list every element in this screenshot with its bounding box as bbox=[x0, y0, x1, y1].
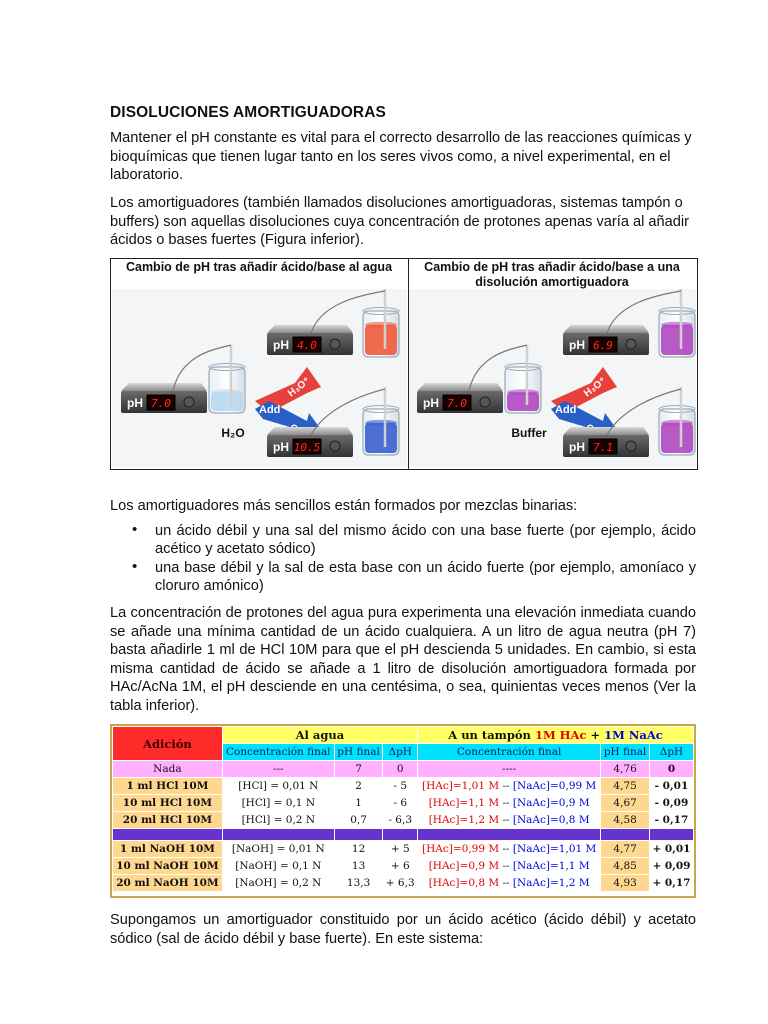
row-water-ph: 7 bbox=[335, 761, 383, 777]
row-buffer-dph: + 0,01 bbox=[650, 841, 693, 857]
figure-caption-buffer: Cambio de pH tras añadir ácido/base a una disolución amortiguadora bbox=[424, 260, 680, 289]
binary-mixtures-list bbox=[110, 522, 696, 596]
beaker-liquid-surface bbox=[211, 389, 243, 395]
row-buffer-dph: 0 bbox=[650, 761, 693, 777]
buffer-conc-hac: [HAc]=1,1 M bbox=[428, 797, 500, 809]
buffer-conc-sep: -- bbox=[499, 877, 513, 889]
meter-acid bbox=[563, 325, 649, 355]
header-water-ph: pH final bbox=[335, 744, 383, 760]
row-buffer-ph: 4,93 bbox=[601, 875, 649, 891]
row-buffer-dph: - 0,01 bbox=[650, 778, 693, 794]
add-label: Add bbox=[555, 404, 577, 416]
row-buffer-conc bbox=[418, 841, 600, 857]
meter-label: pH bbox=[127, 396, 143, 410]
meter-label: pH bbox=[423, 396, 439, 410]
header-buffer-naac: 1M NaAc bbox=[604, 728, 663, 742]
header-water-conc: Concentración final bbox=[223, 744, 334, 760]
buffer-conc-sep: -- bbox=[499, 780, 513, 792]
row-buffer-conc bbox=[418, 875, 600, 891]
table-row bbox=[113, 841, 693, 857]
header-water-dph: ΔpH bbox=[383, 744, 417, 760]
buffer-conc-sep: -- bbox=[499, 860, 513, 872]
row-water-conc: --- bbox=[223, 761, 334, 777]
row-buffer-ph: 4,77 bbox=[601, 841, 649, 857]
row-water-dph: - 6 bbox=[383, 795, 417, 811]
buffer-comparison-table bbox=[110, 724, 696, 898]
header-buffer-group bbox=[418, 727, 693, 743]
meter-reading: 10.5 bbox=[293, 441, 321, 454]
row-addition: Nada bbox=[113, 761, 222, 777]
separator-cell bbox=[418, 829, 600, 840]
buffer-conc-sep: -- bbox=[499, 843, 513, 855]
row-water-ph: 1 bbox=[335, 795, 383, 811]
figure-caption-water: Cambio de pH tras añadir ácido/base al agua bbox=[125, 260, 393, 274]
row-water-dph: + 6 bbox=[383, 858, 417, 874]
row-buffer-conc bbox=[418, 778, 600, 794]
buffer-conc-sep: -- bbox=[499, 814, 513, 826]
beaker-liquid bbox=[661, 423, 693, 453]
separator-cell bbox=[223, 829, 334, 840]
meter-reading: 7.0 bbox=[447, 397, 467, 410]
beaker-liquid bbox=[365, 423, 397, 453]
meter-top bbox=[121, 383, 207, 391]
meter-knob bbox=[626, 339, 636, 349]
row-water-ph: 13 bbox=[335, 858, 383, 874]
beaker-liquid bbox=[661, 325, 693, 355]
start-label: Buffer bbox=[511, 426, 547, 440]
list-item: • un ácido débil y una sal del mismo ácido con una base fuerte (por ejemplo, ácido acético y acetato sódico) bbox=[110, 522, 696, 559]
header-buffer-plus: + bbox=[586, 728, 605, 742]
table-row bbox=[113, 812, 693, 828]
meter-start bbox=[121, 383, 207, 413]
beaker-liquid-surface bbox=[507, 389, 539, 395]
separator-cell bbox=[650, 829, 693, 840]
row-water-conc: [NaOH] = 0,01 N bbox=[223, 841, 334, 857]
buffer-conc-naac: [NaAc]=0,8 M bbox=[512, 814, 590, 826]
buffer-conc-sep: -- bbox=[499, 797, 513, 809]
row-addition: 1 ml HCl 10M bbox=[113, 778, 222, 794]
meter-label: pH bbox=[273, 440, 289, 454]
row-water-conc: [NaOH] = 0,1 N bbox=[223, 858, 334, 874]
meter-top bbox=[267, 427, 353, 435]
meter-top bbox=[563, 325, 649, 333]
row-buffer-dph: + 0,09 bbox=[650, 858, 693, 874]
meter-knob bbox=[480, 397, 490, 407]
paragraph-acetic-example: Supongamos un amortiguador constituido por un ácido acético (ácido débil) y acetato sódico (sal de ácido débil y base fuerte). En este sistema: bbox=[110, 912, 696, 947]
separator-cell bbox=[335, 829, 383, 840]
header-buffer-hac: 1M HAc bbox=[534, 728, 587, 742]
beaker-liquid-surface bbox=[661, 322, 693, 328]
row-addition: 1 ml NaOH 10M bbox=[113, 841, 222, 857]
row-water-conc: [HCl] = 0,1 N bbox=[223, 795, 334, 811]
meter-label: pH bbox=[569, 338, 585, 352]
separator-cell bbox=[113, 829, 222, 840]
header-addition: Adición bbox=[113, 727, 222, 760]
buffer-conc-hac: [HAc]=1,2 M bbox=[428, 814, 500, 826]
page-title: DISOLUCIONES AMORTIGUADORAS bbox=[110, 104, 386, 121]
beaker-liquid bbox=[365, 325, 397, 355]
buffer-conc-naac: [NaAc]=1,1 M bbox=[512, 860, 590, 872]
row-water-dph: - 5 bbox=[383, 778, 417, 794]
meter-knob bbox=[184, 397, 194, 407]
row-buffer-dph: - 0,09 bbox=[650, 795, 693, 811]
meter-label: pH bbox=[273, 338, 289, 352]
buffer-conc-naac: [NaAc]=1,2 M bbox=[512, 877, 590, 889]
meter-knob bbox=[330, 339, 340, 349]
meter-reading: 7.1 bbox=[593, 441, 613, 454]
row-addition: 10 ml NaOH 10M bbox=[113, 858, 222, 874]
row-buffer-conc bbox=[418, 858, 600, 874]
buffer-conc-naac: [NaAc]=0,99 M bbox=[512, 780, 597, 792]
row-buffer-ph: 4,85 bbox=[601, 858, 649, 874]
buffer-conc-hac: [HAc]=0,99 M bbox=[422, 843, 500, 855]
acid-label: H₃O⁺ bbox=[582, 375, 609, 400]
table-separator-row bbox=[113, 829, 693, 840]
row-addition: 10 ml HCl 10M bbox=[113, 795, 222, 811]
beaker-liquid-surface bbox=[661, 420, 693, 426]
row-buffer-dph: + 0,17 bbox=[650, 875, 693, 891]
row-buffer-ph: 4,75 bbox=[601, 778, 649, 794]
buffer-conc-hac: [HAc]=1,01 M bbox=[422, 780, 500, 792]
buffer-conc-value: ---- bbox=[502, 763, 517, 775]
row-buffer-ph: 4,76 bbox=[601, 761, 649, 777]
paragraph-definition: Los amortiguadores (también llamados disoluciones amortiguadoras, sistemas tampón o buffers) son aquellas disoluciones cuya concentración de protones apenas varía al añadir ácidos o bases fuertes (Figura inferior). bbox=[110, 195, 689, 249]
row-water-conc: [NaOH] = 0,2 N bbox=[223, 875, 334, 891]
row-water-dph: - 6,3 bbox=[383, 812, 417, 828]
paragraph-binary-mixtures: Los amortiguadores más sencillos están formados por mezclas binarias: bbox=[110, 498, 578, 514]
row-addition: 20 ml NaOH 10M bbox=[113, 875, 222, 891]
meter-base bbox=[563, 427, 649, 457]
beaker-liquid-surface bbox=[365, 420, 397, 426]
table bbox=[112, 726, 694, 892]
meter-reading: 4.0 bbox=[297, 339, 317, 352]
row-buffer-dph: - 0,17 bbox=[650, 812, 693, 828]
separator-cell bbox=[601, 829, 649, 840]
row-water-ph: 0,7 bbox=[335, 812, 383, 828]
row-water-ph: 2 bbox=[335, 778, 383, 794]
meter-base bbox=[267, 427, 353, 457]
ph-change-figure bbox=[110, 258, 698, 470]
table-row bbox=[113, 858, 693, 874]
add-label: Add bbox=[259, 404, 281, 416]
beaker-liquid-surface bbox=[365, 322, 397, 328]
table-row bbox=[113, 778, 693, 794]
row-buffer-conc bbox=[418, 795, 600, 811]
meter-knob bbox=[330, 441, 340, 451]
table-row bbox=[113, 795, 693, 811]
table-row bbox=[113, 761, 693, 777]
row-buffer-ph: 4,67 bbox=[601, 795, 649, 811]
meter-acid bbox=[267, 325, 353, 355]
paragraph-proton-concentration: La concentración de protones del agua pura experimenta una elevación inmediata cuando se añade una mínima cantidad de un ácido cualquiera. A un litro de agua neutra (pH 7) basta añadirle 1 ml de HCl 10M para que el pH descienda 5 unidades. En cambio, si esta misma cantidad de ácido se añade a 1 litro de disolución amortiguadora formada por HAc/AcNa 1M, el pH desciende en una centésima, o sea, quinientas veces menos (Ver la tabla inferior). bbox=[110, 605, 696, 714]
header-buffer-conc: Concentración final bbox=[418, 744, 600, 760]
row-water-conc: [HCl] = 0,01 N bbox=[223, 778, 334, 794]
header-buffer-dph: ΔpH bbox=[650, 744, 693, 760]
header-buffer-prefix: A un tampón bbox=[448, 728, 535, 742]
list-item: • una base débil y la sal de esta base con un ácido fuerte (por ejemplo, amoníaco y cloruro amónico) bbox=[110, 559, 696, 596]
meter-top bbox=[563, 427, 649, 435]
table-row bbox=[113, 875, 693, 891]
row-water-dph: + 6,3 bbox=[383, 875, 417, 891]
header-water-group: Al agua bbox=[223, 727, 417, 743]
row-water-dph: 0 bbox=[383, 761, 417, 777]
row-water-ph: 13,3 bbox=[335, 875, 383, 891]
separator-cell bbox=[383, 829, 417, 840]
header-buffer-ph: pH final bbox=[601, 744, 649, 760]
row-water-conc: [HCl] = 0,2 N bbox=[223, 812, 334, 828]
table-body bbox=[113, 761, 693, 891]
buffer-conc-hac: [HAc]=0,8 M bbox=[428, 877, 500, 889]
start-label: H₂O bbox=[221, 426, 245, 440]
meter-reading: 7.0 bbox=[151, 397, 171, 410]
row-buffer-conc bbox=[418, 761, 600, 777]
row-buffer-ph: 4,58 bbox=[601, 812, 649, 828]
meter-label: pH bbox=[569, 440, 585, 454]
meter-top bbox=[417, 383, 503, 391]
paragraph-intro: Mantener el pH constante es vital para el correcto desarrollo de las reacciones químicas y bioquímicas que tienen lugar tanto en los seres vivos como, a nivel experimental, en el laboratorio. bbox=[110, 130, 692, 184]
row-water-ph: 12 bbox=[335, 841, 383, 857]
meter-reading: 6.9 bbox=[593, 339, 613, 352]
meter-knob bbox=[626, 441, 636, 451]
row-water-dph: + 5 bbox=[383, 841, 417, 857]
row-buffer-conc bbox=[418, 812, 600, 828]
buffer-conc-hac: [HAc]=0,9 M bbox=[428, 860, 500, 872]
meter-start bbox=[417, 383, 503, 413]
acid-label: H₃O⁺ bbox=[286, 375, 313, 400]
buffer-conc-naac: [NaAc]=0,9 M bbox=[512, 797, 590, 809]
meter-top bbox=[267, 325, 353, 333]
row-addition: 20 ml HCl 10M bbox=[113, 812, 222, 828]
buffer-conc-naac: [NaAc]=1,01 M bbox=[512, 843, 597, 855]
figure-illustration bbox=[111, 259, 697, 469]
